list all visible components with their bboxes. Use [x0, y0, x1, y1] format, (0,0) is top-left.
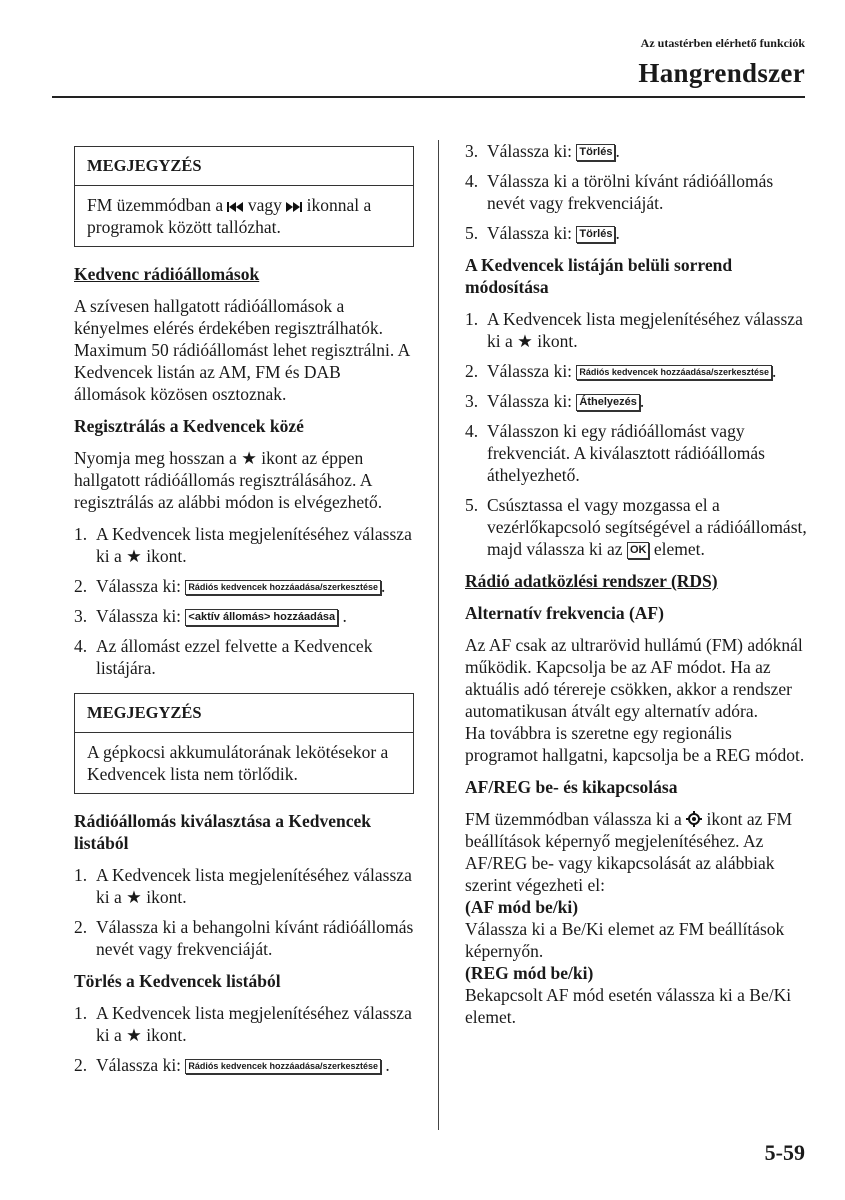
- step-text: Válasszon ki egy rádióállomást vagy frekvenciát. A kiválasztott rádióállomás áthelyezhető.: [487, 421, 765, 485]
- list-item: [74, 575, 414, 597]
- list-item: [465, 390, 807, 412]
- paragraph: A szívesen hallgatott rádióállomások a kényelmes elérés érdekében regisztrálhatók. Maximum 50 rádióállomást lehet regisztrálni. A Kedvencek listán az AM, FM és DAB állomások közösen osztoznak.: [74, 296, 410, 404]
- note-title: MEGJEGYZÉS: [75, 147, 413, 186]
- delete-steps: [74, 1002, 414, 1076]
- step-number: 1.: [74, 524, 88, 544]
- step-text: Válassza ki:: [487, 223, 573, 243]
- note-body: A gépkocsi akkumulátorának lekötésekor a Kedvencek lista nem törlődik.: [87, 742, 389, 784]
- paragraph: Ha továbbra is szeretne egy regionális programot hallgatni, kapcsolja be a REG módot.: [465, 723, 805, 765]
- star-icon: ★: [126, 887, 142, 907]
- star-icon: ★: [126, 1025, 142, 1045]
- step-text: ikont.: [146, 546, 187, 566]
- paragraph-text: ikont az FM beállítások képernyő megjelenítéséhez. Az AF/REG be- vagy kikapcsolását az alábbiak szerint végezheti el:: [465, 809, 793, 895]
- step-number: 2.: [74, 576, 88, 596]
- select-steps: [74, 864, 414, 960]
- subsection-heading: Rádióállomás kiválasztása a Kedvencek listából: [74, 811, 372, 853]
- move-button: Áthelyezés: [576, 394, 639, 411]
- note-box-2: [74, 693, 414, 794]
- step-text: A Kedvencek lista megjelenítéséhez válassza ki a: [96, 865, 412, 907]
- note-text: FM üzemmódban a: [87, 195, 224, 215]
- page-title: Hangrendszer: [638, 58, 805, 88]
- step-number: 3.: [74, 606, 88, 626]
- step-text: .: [615, 223, 620, 243]
- step-text: .: [381, 576, 386, 596]
- step-number: 1.: [74, 865, 88, 885]
- step-number: 4.: [465, 171, 479, 191]
- section-heading: Rádió adatközlési rendszer (RDS): [465, 571, 718, 591]
- paragraph-text: ikont az éppen hallgatott rádióállomás regisztrálásához. A regisztrálás az alábbi módon is elvégezhető.: [74, 448, 383, 512]
- step-number: 2.: [465, 361, 479, 381]
- step-number: 2.: [74, 917, 88, 937]
- paragraph: [465, 808, 807, 896]
- step-text: Válassza ki:: [487, 391, 573, 411]
- step-text: Válassza ki a törölni kívánt rádióállomás nevét vagy frekvenciáját.: [487, 171, 774, 213]
- step-number: 4.: [74, 636, 88, 656]
- list-item: [74, 1002, 414, 1046]
- paragraph-text: FM üzemmódban válassza ki a: [465, 809, 682, 829]
- delete-button: Törlés: [576, 144, 615, 161]
- star-icon: ★: [126, 546, 142, 566]
- step-number: 2.: [74, 1055, 88, 1075]
- step-text: A Kedvencek lista megjelenítéséhez válassza ki a: [96, 1003, 412, 1045]
- note-title: MEGJEGYZÉS: [75, 694, 413, 733]
- list-item: [465, 360, 807, 382]
- subsection-heading: AF/REG be- és kikapcsolása: [465, 777, 678, 797]
- paragraph: [74, 447, 414, 513]
- note-box-1: [74, 146, 414, 247]
- step-text: Az állomást ezzel felvette a Kedvencek listájára.: [96, 636, 373, 678]
- step-text: ikont.: [146, 1025, 187, 1045]
- step-text: Csúsztassa el vagy mozgassa el a vezérlőkapcsoló segítségével a rádióállomást, majd válassza ki az: [487, 495, 807, 559]
- list-item: [465, 494, 807, 560]
- step-text: Válassza ki:: [96, 1055, 182, 1075]
- step-text: ikont.: [537, 331, 578, 351]
- mode-title: (REG mód be/ki): [465, 963, 594, 983]
- step-number: 5.: [465, 223, 479, 243]
- delete-steps-continued: [465, 140, 807, 244]
- step-text: .: [385, 1055, 390, 1075]
- subsection-heading: Regisztrálás a Kedvencek közé: [74, 416, 304, 436]
- list-item: [74, 1054, 414, 1076]
- gear-icon: [686, 811, 702, 827]
- subsection-heading: Alternatív frekvencia (AF): [465, 603, 664, 623]
- step-number: 1.: [465, 309, 479, 329]
- step-text: Válassza ki:: [96, 606, 182, 626]
- list-item: [74, 916, 414, 960]
- section-header: Az utastérben elérhető funkciók: [640, 36, 805, 50]
- step-number: 3.: [465, 141, 479, 161]
- step-text: .: [342, 606, 347, 626]
- list-item: [74, 523, 414, 567]
- list-item: [74, 864, 414, 908]
- add-edit-favorites-button: Rádiós kedvencek hozzáadása/szerkesztése: [576, 365, 772, 380]
- note-text: ikonnal a programok között tallózhat.: [87, 195, 372, 237]
- mode-title: (AF mód be/ki): [465, 897, 579, 917]
- page-number: 5-59: [764, 1140, 805, 1165]
- list-item: [465, 170, 807, 214]
- list-item: [465, 222, 807, 244]
- seek-forward-icon: [286, 201, 302, 213]
- star-icon: ★: [241, 448, 257, 468]
- add-edit-favorites-button: Rádiós kedvencek hozzáadása/szerkesztése: [185, 580, 381, 595]
- step-text: Válassza ki:: [96, 576, 182, 596]
- star-icon: ★: [517, 331, 533, 351]
- subsection-heading: A Kedvencek listáján belüli sorrend módosítása: [465, 255, 733, 297]
- seek-back-icon: [227, 201, 243, 213]
- section-heading: Kedvenc rádióállomások: [74, 264, 260, 284]
- step-text: Válassza ki a behangolni kívánt rádióállomás nevét vagy frekvenciáját.: [96, 917, 414, 959]
- paragraph-text: Nyomja meg hosszan a: [74, 448, 237, 468]
- ok-button: OK: [627, 542, 650, 559]
- step-text: ikont.: [146, 887, 187, 907]
- add-active-station-button: <aktív állomás> hozzáadása: [185, 609, 338, 626]
- note-body: [75, 186, 413, 246]
- mode-text: Bekapcsolt AF mód esetén válassza ki a Be/Ki elemet.: [465, 985, 792, 1027]
- list-item: [465, 420, 807, 486]
- step-number: 4.: [465, 421, 479, 441]
- step-text: Válassza ki:: [487, 141, 573, 161]
- step-text: .: [639, 391, 645, 411]
- list-item: [465, 140, 807, 162]
- step-number: 3.: [465, 391, 479, 411]
- step-text: A Kedvencek lista megjelenítéséhez válassza ki a: [96, 524, 412, 566]
- header-rule: [52, 96, 805, 98]
- step-number: 5.: [465, 495, 479, 515]
- list-item: [74, 635, 414, 679]
- step-text: Válassza ki:: [487, 361, 573, 381]
- subsection-heading: Törlés a Kedvencek listából: [74, 971, 281, 991]
- reorder-steps: [465, 308, 807, 560]
- step-text: A Kedvencek lista megjelenítéséhez válassza ki a: [487, 309, 803, 351]
- list-item: [74, 605, 414, 627]
- add-edit-favorites-button: Rádiós kedvencek hozzáadása/szerkesztése: [185, 1059, 381, 1074]
- mode-text: Válassza ki a Be/Ki elemet az FM beállítások képernyőn.: [465, 919, 785, 961]
- step-text: .: [772, 361, 777, 381]
- right-column: [465, 140, 807, 1028]
- column-divider: [438, 140, 439, 1130]
- register-steps: [74, 523, 414, 679]
- step-text: .: [615, 141, 620, 161]
- left-column: [74, 146, 414, 1086]
- step-number: 1.: [74, 1003, 88, 1023]
- list-item: [465, 308, 807, 352]
- paragraph: Az AF csak az ultrarövid hullámú (FM) adóknál működik. Kapcsolja be az AF módot. Ha az aktuális adó térereje csökken, akkor a rendszer automatikusan átvált egy alternatív adóra.: [465, 635, 803, 721]
- delete-button: Törlés: [576, 226, 615, 243]
- note-text: vagy: [247, 195, 282, 215]
- step-text: elemet.: [653, 539, 705, 559]
